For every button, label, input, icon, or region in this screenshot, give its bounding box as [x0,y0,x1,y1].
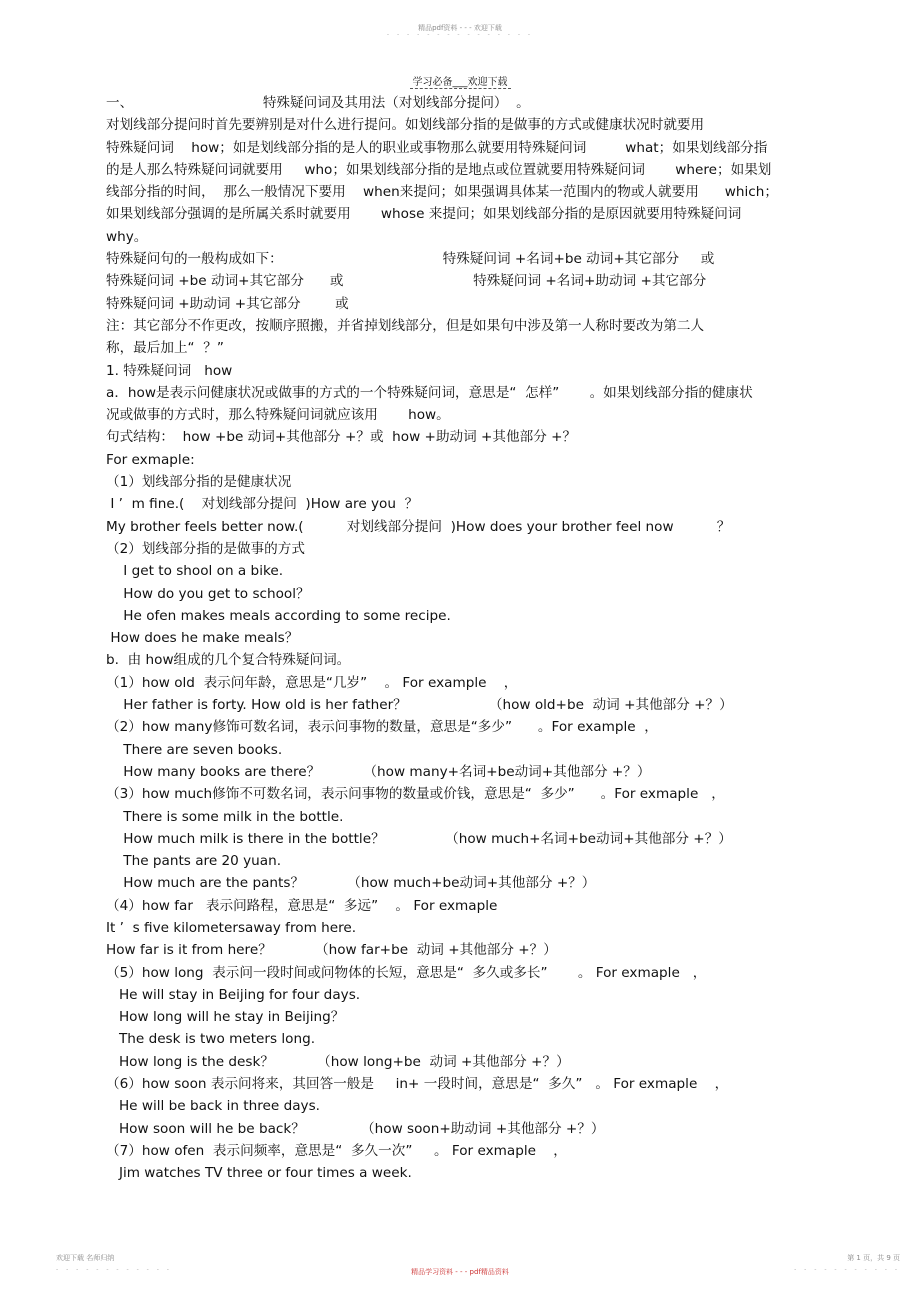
text-line: How far is it from here？ （how far+be 动词 +其他部分 +？） [106,942,557,959]
text-line: He will stay in Beijing for four days. [106,986,361,1003]
text-line: There are seven books. [106,741,283,758]
footer-right-dots: - - - - - - - - - - - [794,1266,900,1273]
text-line: 特殊疑问词 +be 动词+其它部分 或 特殊疑问词 +名词+助动词 +其它部分 [106,273,707,290]
text-line: My brother feels better now.( 对划线部分提问 )How does your brother feel now ？ [106,518,731,535]
text-line: b. 由 how组成的几个复合特殊疑问词。 [106,652,351,669]
text-line: （4）how far 表示问路程，意思是“ 多远” 。 For exmaple [106,897,498,914]
text-line: How long is the desk？ （how long+be 动词 +其他部分 +？） [106,1053,570,1070]
page-number: 第 1 页，共 9 页 [847,1254,900,1262]
text-line: It ’ s five kilometersaway from here. [106,919,357,936]
text-line: How much milk is there in the bottle？ （how much+名词+be动词+其他部分 +？） [106,830,732,847]
document-body [106,92,881,1185]
text-line: For exmaple: [106,451,195,468]
header-stamp: 精品pdf资料 - - - 欢迎下载 [418,24,502,32]
text-line: （2）how many修饰可数名词，表示问事物的数量，意思是“多少” 。For example ， [106,719,658,736]
footer-left-dots: - - - - - - - - - - - - [56,1266,172,1273]
text-line: 1. 特殊疑问词 how [106,362,233,379]
text-line: The pants are 20 yuan. [106,853,282,870]
footer-center: 精品学习资料 - - - pdf精品资料 [411,1268,509,1276]
text-line: How does he make meals？ [106,630,299,647]
header-dots: - - - - - - - - - - - - - - - [386,31,534,38]
text-line: How do you get to school？ [106,585,310,602]
text-line: 句式结构： how +be 动词+其他部分 +？或 how +助动词 +其他部分 +？ [106,429,577,446]
text-line: （7）how ofen 表示问频率，意思是“ 多久一次” 。 For exmaple ， [106,1142,567,1159]
text-line: 特殊疑问词 +助动词 +其它部分 或 [106,295,349,312]
text-line: 线部分指的时间， 那么一般情况下要用 when来提问；如果强调具体某一范围内的物或人就要用 which； [106,184,778,201]
text-line: a．how是表示问健康状况或做事的方式的一个特殊疑问词，意思是“ 怎样” 。如果划线部分指的健康状 [106,384,753,401]
text-line: How soon will he be back？ （how soon+助动词 +其他部分 +？） [106,1120,605,1137]
text-line: （1）划线部分指的是健康状况 [106,474,292,491]
text-line: I get to shool on a bike. [106,563,284,580]
text-line: 一、 特殊疑问词及其用法（对划线部分提问） 。 [106,95,530,111]
footer-left: 欢迎下载 名师归纳 [56,1254,115,1262]
text-line: How long will he stay in Beijing？ [106,1009,345,1026]
text-line: I ’ m fine.( 对划线部分提问 )How are you ？ [106,496,419,513]
text-line: 称，最后加上“ ？” [106,340,224,357]
text-line: （6）how soon 表示问将来，其回答一般是 in+ 一段时间，意思是“ 多久” 。 For exmaple ， [106,1076,729,1093]
text-line: How much are the pants？ （how much+be动词+其他部分 +？） [106,875,596,892]
text-line: How many books are there？ （how many+名词+be动词+其他部分 +？） [106,763,651,780]
text-line: 况或做事的方式时，那么特殊疑问词就应该用 how。 [106,407,450,424]
text-line: （1）how old 表示问年龄，意思是“几岁” 。 For example ， [106,674,518,691]
text-line: （3）how much修饰不可数名词，表示问事物的数量或价钱，意思是“ 多少” 。For exmaple ， [106,786,725,803]
text-line: （5）how long 表示问一段时间或问物体的长短，意思是“ 多久或多长” 。 For exmaple ， [106,964,707,981]
text-line: 的是人那么特殊疑问词就要用 who；如果划线部分指的是地点或位置就要用特殊疑问词 where；如果划 [106,161,772,178]
text-line: Jim watches TV three or four times a week. [106,1165,412,1182]
text-line: 注：其它部分不作更改，按顺序照搬，并省掉划线部分，但是如果句中涉及第一人称时要改为第二人 [106,317,705,334]
header-title [0,73,920,88]
header-title-text: 学习必备___欢迎下载 [410,77,511,89]
text-line: He ofen makes meals according to some recipe. [106,607,451,624]
text-line: He will be back in three days. [106,1098,320,1115]
text-line: （2）划线部分指的是做事的方式 [106,540,305,557]
text-line: why。 [106,228,148,245]
text-line: 对划线部分提问时首先要辨别是对什么进行提问。如划线部分指的是做事的方式或健康状况时就要用 [106,117,705,134]
text-line: There is some milk in the bottle. [106,808,344,825]
text-line: Her father is forty. How old is her father？ （how old+be 动词 +其他部分 +？） [106,697,733,714]
text-line: 特殊疑问词 how；如是划线部分指的是人的职业或事物那么就要用特殊疑问词 what；如果划线部分指 [106,139,768,156]
text-line: 如果划线部分强调的是所属关系时就要用 whose 来提问；如果划线部分指的是原因就要用特殊疑问词 [106,206,742,223]
text-line: The desk is two meters long. [106,1031,316,1048]
text-line: 特殊疑问句的一般构成如下： 特殊疑问词 +名词+be 动词+其它部分 或 [106,251,715,268]
